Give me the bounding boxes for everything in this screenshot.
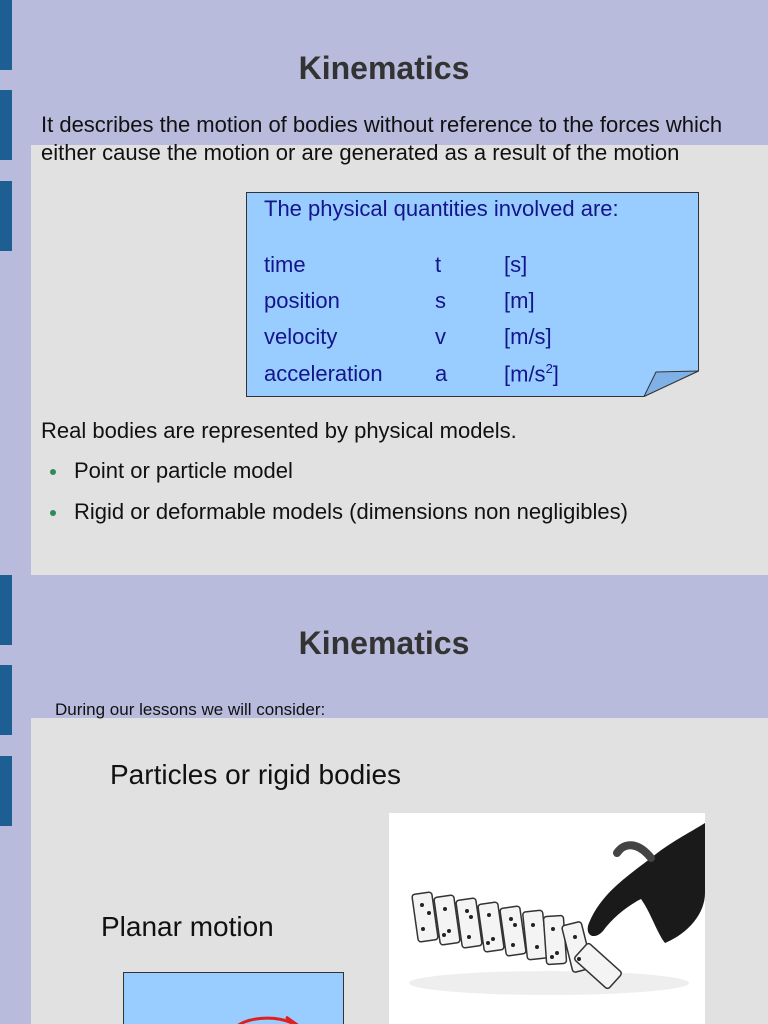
list-item <box>48 458 628 499</box>
quantity-name: acceleration <box>264 361 383 386</box>
list-item-text: Rigid or deformable models (dimensions non negligibles) <box>74 499 628 524</box>
slide-edge-bar <box>0 90 12 160</box>
item-particles-rigid-bodies: Particles or rigid bodies <box>110 759 402 790</box>
dominoes-hand-illustration <box>389 813 705 1024</box>
list-item-text: Point or particle model <box>74 458 293 483</box>
quantity-unit: [m] <box>504 288 535 313</box>
models-list <box>48 458 628 540</box>
slide-edge-bar <box>0 756 12 826</box>
quantity-unit <box>504 361 559 387</box>
quantity-name: velocity <box>264 324 338 349</box>
bullet-dot-icon <box>50 510 56 516</box>
quantity-symbol: s <box>435 288 446 313</box>
quantities-callout <box>246 192 699 397</box>
slide-edge-bar <box>0 181 12 251</box>
intro-paragraph: It describes the motion of bodies without reference to the forces which either cause the motion or are generated as a result of the motion <box>41 112 723 165</box>
slide-title: Kinematics <box>298 50 470 86</box>
quantity-symbol: a <box>435 361 448 386</box>
unit-close: ] <box>552 361 559 387</box>
quantity-name: position <box>264 288 340 313</box>
rotation-arrow-icon <box>124 973 343 1024</box>
slide-2 <box>0 575 768 1024</box>
unit-exponent: 2 <box>545 361 553 376</box>
quantity-unit: [m/s] <box>504 324 552 349</box>
lessons-note: During our lessons we will consider: <box>55 700 326 719</box>
quantity-name: time <box>264 252 306 277</box>
quantity-unit: [s] <box>504 252 528 277</box>
dominoes-photo <box>389 813 705 1024</box>
quantity-symbol: t <box>435 252 442 277</box>
bullet-dot-icon <box>50 469 56 475</box>
slide-title: Kinematics <box>298 625 470 661</box>
unit-base: [m/s <box>504 361 546 387</box>
list-item <box>48 499 628 540</box>
callout-title: The physical quantities involved are: <box>264 196 619 221</box>
slide-edge-bar <box>0 665 12 735</box>
item-planar-motion: Planar motion <box>101 911 274 942</box>
models-heading: Real bodies are represented by physical models. <box>41 418 517 443</box>
planar-motion-diagram <box>123 972 344 1024</box>
quantity-symbol: v <box>435 324 446 349</box>
